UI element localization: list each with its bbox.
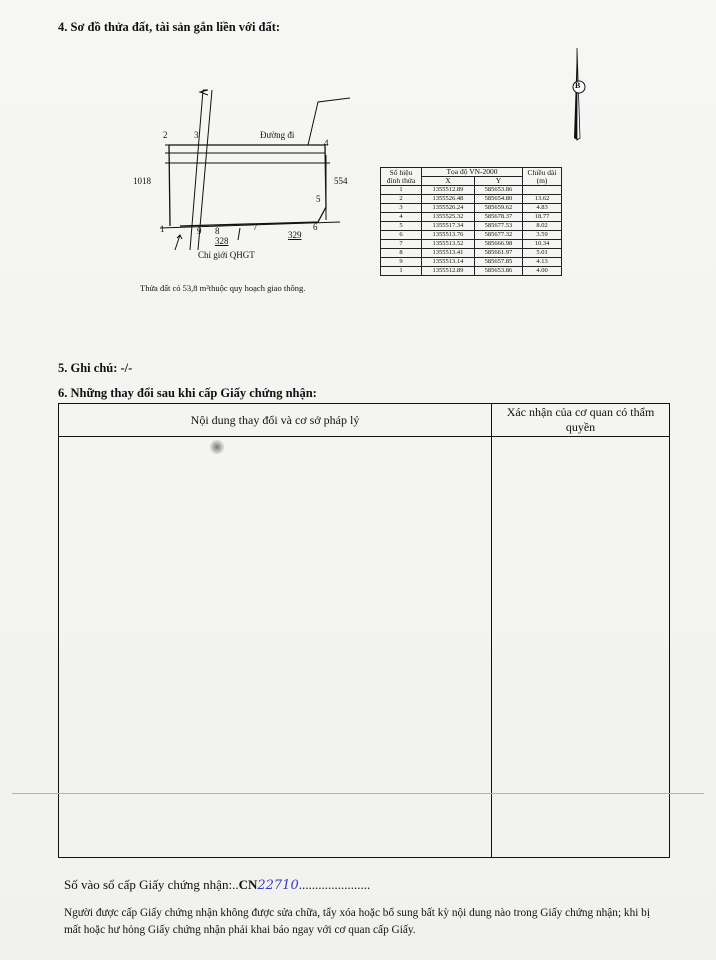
register-number: 22710	[257, 878, 299, 893]
road-label: Đường đi	[260, 130, 295, 140]
parcel-328-label: 328	[215, 236, 229, 246]
coordinate-cell-point: 5	[381, 222, 422, 231]
coordinate-row	[381, 231, 562, 240]
coordinate-cell-y: 585677.53	[474, 222, 522, 231]
coordinate-cell-y: 585654.80	[474, 195, 522, 204]
section-6-title: 6. Những thay đổi sau khi cấp Giấy chứng nhận:	[58, 386, 317, 400]
section-4-title: 4. Sơ đồ thửa đất, tài sản gắn liền với đất:	[58, 20, 281, 34]
north-arrow-icon	[564, 48, 594, 148]
coordinate-cell-length: 5.01	[523, 249, 562, 258]
point-7-label: 7	[253, 222, 258, 232]
coordinate-cell-length: 4.83	[523, 204, 562, 213]
header-coords: Tọa độ VN-2000	[422, 168, 523, 177]
coordinate-row	[381, 258, 562, 267]
point-2-label: 2	[163, 130, 168, 140]
coordinate-cell-point: 4	[381, 213, 422, 222]
ink-smudge	[210, 440, 224, 454]
north-arrow	[564, 48, 594, 148]
coordinate-cell-point: 1	[381, 267, 422, 276]
coordinate-row	[381, 240, 562, 249]
coordinate-cell-x: 1355513.41	[422, 249, 475, 258]
point-9-label: 9	[197, 226, 202, 236]
coordinate-cell-y: 585653.86	[474, 267, 522, 276]
coordinate-row	[381, 186, 562, 195]
parcel-sketch	[120, 70, 360, 300]
boundary-label: Chỉ giới QHGT	[198, 250, 255, 260]
coordinate-row	[381, 195, 562, 204]
coordinate-cell-y: 585657.85	[474, 258, 522, 267]
coordinate-cell-length: 13.62	[523, 195, 562, 204]
coordinate-cell-point: 3	[381, 204, 422, 213]
column-content-header: Nội dung thay đổi và cơ sở pháp lý	[59, 404, 492, 437]
parcel-diagram	[120, 70, 360, 300]
column-confirm-header: Xác nhận của cơ quan có thẩm quyền	[492, 404, 670, 437]
coordinate-cell-point: 6	[381, 231, 422, 240]
coordinate-row	[381, 222, 562, 231]
point-6-label: 6	[313, 222, 318, 232]
coordinate-cell-length: 4.00	[523, 267, 562, 276]
neighbor-right-label: 554	[334, 176, 348, 186]
coordinate-cell-x: 1355512.89	[422, 267, 475, 276]
coordinate-cell-y: 585653.86	[474, 186, 522, 195]
coordinate-cell-y: 585666.98	[474, 240, 522, 249]
coordinate-cell-y: 585659.62	[474, 204, 522, 213]
register-dots: ......................	[298, 877, 371, 892]
confirm-cell	[492, 437, 670, 858]
header-y: Y	[474, 177, 522, 186]
coordinate-table	[380, 167, 562, 276]
point-5-label: 5	[316, 194, 321, 204]
coordinate-cell-x: 1355526.24	[422, 204, 475, 213]
header-point: Số hiệu đỉnh thửa	[381, 168, 422, 186]
point-1-label: 1	[160, 224, 165, 234]
section-5-title: 5. Ghi chú: -/-	[58, 361, 133, 375]
coordinate-cell-y: 585661.97	[474, 249, 522, 258]
coordinate-cell-point: 9	[381, 258, 422, 267]
coordinate-cell-length: 18.77	[523, 213, 562, 222]
neighbor-left-label: 1018	[133, 176, 151, 186]
changes-table	[58, 403, 670, 858]
coordinate-cell-point: 2	[381, 195, 422, 204]
coordinate-cell-length: 4.13	[523, 258, 562, 267]
coordinate-cell-point: 1	[381, 186, 422, 195]
coordinate-row	[381, 204, 562, 213]
coordinate-cell-y: 585678.37	[474, 213, 522, 222]
coordinate-row	[381, 249, 562, 258]
diagram-note: Thửa đất có 53,8 m²thuộc quy hoạch giao thông.	[140, 283, 306, 293]
coordinate-row	[381, 267, 562, 276]
register-prefix: CN	[238, 877, 258, 892]
coordinate-cell-x: 1355517.34	[422, 222, 475, 231]
coordinate-row	[381, 213, 562, 222]
footnote: Người được cấp Giấy chứng nhận không được sửa chữa, tẩy xóa hoặc bổ sung bất kỳ nội dung nào trong Giấy chứng nhận; khi bị mất hoặc hư hỏng Giấy chứng nhận phải khai báo ngay với cơ quan cấp Giấy.	[64, 907, 650, 936]
red-fold-line	[12, 793, 704, 794]
header-x: X	[422, 177, 475, 186]
register-line	[64, 877, 370, 893]
coordinate-cell-length: 10.34	[523, 240, 562, 249]
coordinate-cell-length	[523, 186, 562, 195]
coordinate-cell-x: 1355513.76	[422, 231, 475, 240]
north-label: B	[575, 81, 581, 90]
coordinate-cell-x: 1355513.52	[422, 240, 475, 249]
register-label: Số vào sổ cấp Giấy chứng nhận:..	[64, 877, 239, 892]
point-8-label: 8	[215, 226, 220, 236]
point-3-label: 3	[194, 130, 199, 140]
coordinate-cell-point: 8	[381, 249, 422, 258]
coordinate-cell-x: 1355525.32	[422, 213, 475, 222]
coordinate-cell-length: 3.59	[523, 231, 562, 240]
coordinate-cell-length: 8.02	[523, 222, 562, 231]
point-4-label: 4	[324, 138, 329, 148]
coordinate-cell-x: 1355526.48	[422, 195, 475, 204]
header-length: Chiều dài (m)	[523, 168, 562, 186]
coordinate-cell-x: 1355512.89	[422, 186, 475, 195]
coordinate-cell-point: 7	[381, 240, 422, 249]
parcel-329-label: 329	[288, 230, 302, 240]
content-cell	[59, 437, 492, 858]
coordinate-cell-y: 585677.32	[474, 231, 522, 240]
coordinate-cell-x: 1355513.14	[422, 258, 475, 267]
